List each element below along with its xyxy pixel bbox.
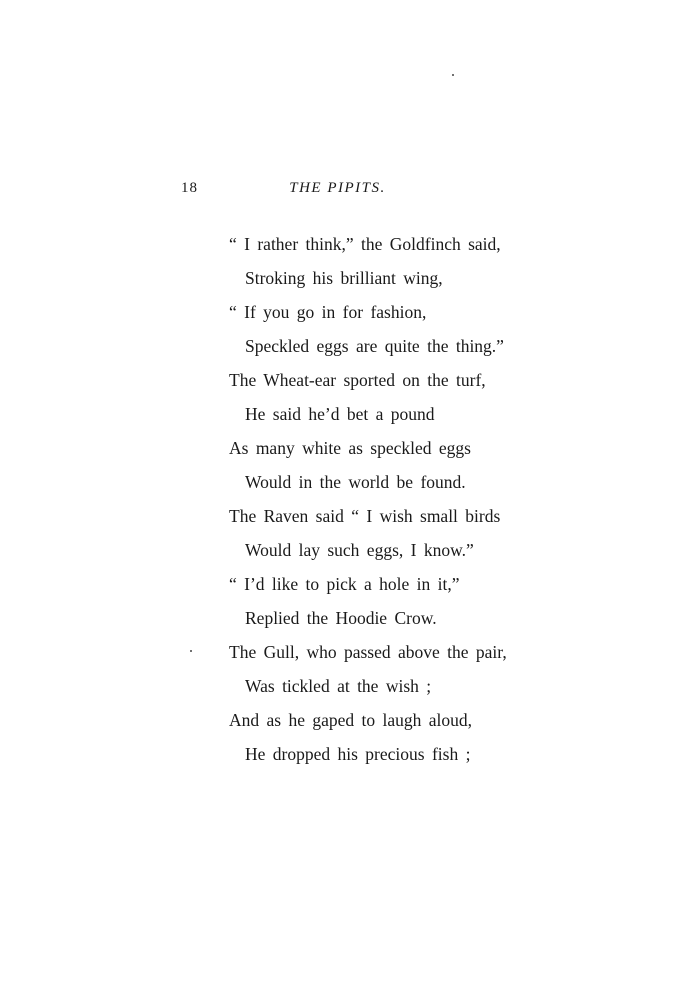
poem-line: As many white as speckled eggs — [229, 438, 471, 458]
poem-line: “ I rather think,” the Goldfinch said, — [229, 234, 501, 254]
poem-line: And as he gaped to laugh aloud, — [229, 710, 473, 730]
poem-line: He dropped his precious fish ; — [245, 744, 471, 764]
poem-line: He said he’d bet a pound — [245, 404, 435, 424]
paper-speck — [452, 74, 454, 76]
paper-speck — [190, 650, 192, 652]
poem-line: Replied the Hoodie Crow. — [245, 608, 437, 628]
poem-line: “ If you go in for fashion, — [229, 302, 427, 322]
poem-line: Stroking his brilliant wing, — [245, 268, 443, 288]
poem-line: Would in the world be found. — [245, 472, 466, 492]
poem-line: The Gull, who passed above the pair, — [229, 642, 507, 662]
poem-line: Speckled eggs are quite the thing.” — [245, 336, 504, 356]
poem-line: Was tickled at the wish ; — [245, 676, 432, 696]
poem-line: “ I’d like to pick a hole in it,” — [229, 574, 460, 594]
poem-line: The Raven said “ I wish small birds — [229, 506, 501, 526]
poem-line: The Wheat-ear sported on the turf, — [229, 370, 486, 390]
poem — [229, 227, 507, 771]
poem-line: Would lay such eggs, I know.” — [245, 540, 474, 560]
page-number: 18 — [181, 180, 198, 196]
running-head: THE PIPITS. — [289, 180, 386, 196]
